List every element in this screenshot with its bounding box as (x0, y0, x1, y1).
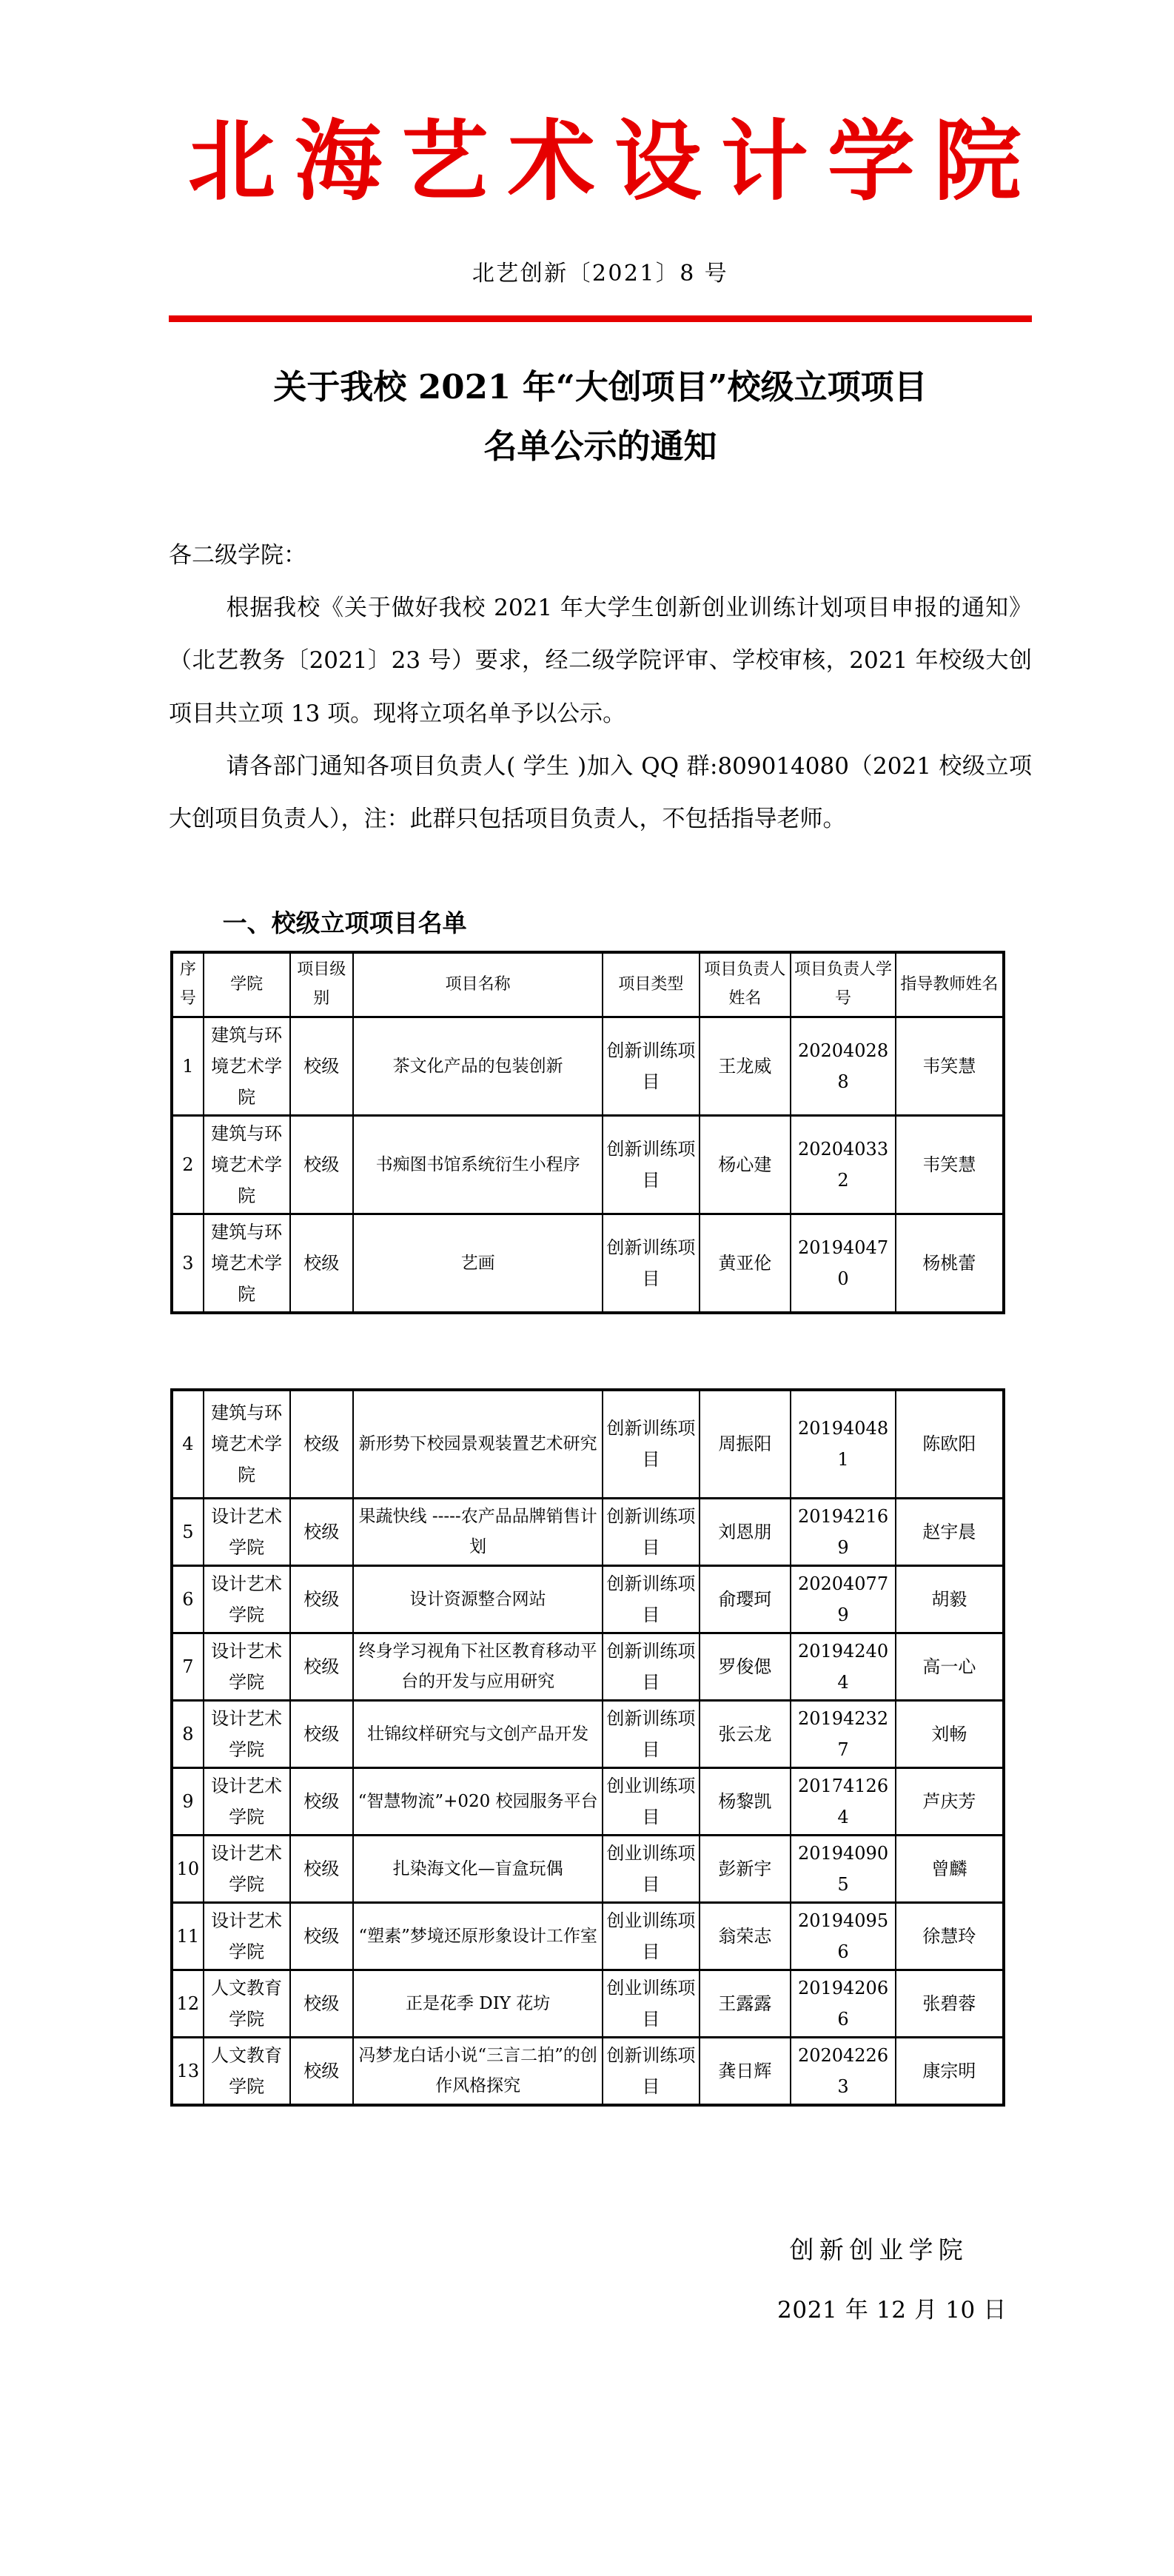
cell-student-id: 201940956 (791, 1902, 896, 1970)
cell-project-name: 新形势下校园景观装置艺术研究 (353, 1390, 603, 1498)
cell-student-id: 202040332 (791, 1116, 896, 1214)
cell-college: 建筑与环境艺术学院 (204, 1116, 290, 1214)
cell-leader-name: 彭新宇 (700, 1835, 791, 1902)
cell-college: 建筑与环境艺术学院 (204, 1017, 290, 1116)
red-divider (169, 315, 1032, 322)
cell-project-name: 茶文化产品的包装创新 (353, 1017, 603, 1116)
cell-teacher-name: 高一心 (896, 1633, 1004, 1700)
cell-index: 3 (172, 1214, 204, 1314)
cell-leader-name: 张云龙 (700, 1700, 791, 1767)
cell-project-type: 创新训练项目 (603, 1498, 699, 1565)
cell-level: 校级 (290, 1565, 353, 1633)
column-header-teacher-name: 指导教师姓名 (896, 952, 1004, 1017)
paragraph-basis: 根据我校《关于做好我校 2021 年大学生创新创业训练计划项目申报的通知》（北艺教务〔2021〕23 号）要求，经二级学院评审、学校审核，2021 年校级大创项目共立项 13 项。现将立项名单予以公示。 (169, 595, 1032, 727)
cell-level: 校级 (290, 1700, 353, 1767)
cell-project-type: 创新训练项目 (603, 1214, 699, 1314)
table-header-row (172, 952, 1004, 1017)
cell-student-id: 201940470 (791, 1214, 896, 1314)
cell-college: 设计艺术学院 (204, 1565, 290, 1633)
cell-level: 校级 (290, 1214, 353, 1314)
cell-index: 9 (172, 1767, 204, 1835)
cell-project-type: 创新训练项目 (603, 1116, 699, 1214)
cell-project-type: 创业训练项目 (603, 1767, 699, 1835)
cell-student-id: 201942404 (791, 1633, 896, 1700)
cell-teacher-name: 张碧蓉 (896, 1970, 1004, 2037)
table-row (172, 1970, 1004, 2037)
cell-college: 设计艺术学院 (204, 1633, 290, 1700)
notice-title (169, 358, 1032, 476)
table-row (172, 1835, 1004, 1902)
cell-level: 校级 (290, 1116, 353, 1214)
footer (169, 2231, 1032, 2324)
cell-college: 建筑与环境艺术学院 (204, 1390, 290, 1498)
table-row (172, 1633, 1004, 1700)
cell-student-id: 201940905 (791, 1835, 896, 1902)
cell-project-type: 创业训练项目 (603, 1835, 699, 1902)
column-header-index: 序号 (172, 952, 204, 1017)
cell-project-name: 设计资源整合网站 (353, 1565, 603, 1633)
cell-student-id: 202042263 (791, 2037, 896, 2105)
cell-leader-name: 龚日辉 (700, 2037, 791, 2105)
cell-project-name: 冯梦龙白话小说“三言二拍”的创作风格探究 (353, 2037, 603, 2105)
cell-project-type: 创业训练项目 (603, 1902, 699, 1970)
column-header-student-id: 项目负责人学号 (791, 952, 896, 1017)
cell-leader-name: 俞璎珂 (700, 1565, 791, 1633)
cell-index: 13 (172, 2037, 204, 2105)
table-row (172, 1017, 1004, 1116)
column-header-project-name: 项目名称 (353, 952, 603, 1017)
cell-college: 设计艺术学院 (204, 1498, 290, 1565)
cell-project-name: 终身学习视角下社区教育移动平台的开发与应用研究 (353, 1633, 603, 1700)
cell-level: 校级 (290, 1767, 353, 1835)
cell-college: 设计艺术学院 (204, 1767, 290, 1835)
notice-body (169, 529, 1032, 846)
cell-student-id: 202040288 (791, 1017, 896, 1116)
cell-project-name: “智慧物流”+020 校园服务平台 (353, 1767, 603, 1835)
cell-project-name: 壮锦纹样研究与文创产品开发 (353, 1700, 603, 1767)
section-heading: 一、校级立项项目名单 (222, 908, 467, 937)
sign-date: 2021 年 12 月 10 日 (777, 2296, 1007, 2324)
table-row (172, 1498, 1004, 1565)
cell-leader-name: 王露露 (700, 1970, 791, 2037)
cell-teacher-name: 胡毅 (896, 1565, 1004, 1633)
cell-index: 12 (172, 1970, 204, 2037)
cell-leader-name: 周振阳 (700, 1390, 791, 1498)
school-name: 北海艺术设计学院 (187, 110, 1041, 213)
cell-project-name: 正是花季 DIY 花坊 (353, 1970, 603, 2037)
cell-project-type: 创新训练项目 (603, 1017, 699, 1116)
cell-student-id: 202040779 (791, 1565, 896, 1633)
table-row (172, 1116, 1004, 1214)
cell-teacher-name: 杨桃蕾 (896, 1214, 1004, 1314)
cell-index: 1 (172, 1017, 204, 1116)
cell-leader-name: 王龙威 (700, 1017, 791, 1116)
column-header-college: 学院 (204, 952, 290, 1017)
cell-project-name: 书痴图书馆系统衍生小程序 (353, 1116, 603, 1214)
cell-leader-name: 翁荣志 (700, 1902, 791, 1970)
cell-index: 4 (172, 1390, 204, 1498)
doc-number: 北艺创新〔2021〕8 号 (472, 260, 729, 287)
cell-index: 10 (172, 1835, 204, 1902)
cell-teacher-name: 芦庆芳 (896, 1767, 1004, 1835)
cell-teacher-name: 陈欧阳 (896, 1390, 1004, 1498)
cell-student-id: 201940481 (791, 1390, 896, 1498)
cell-index: 5 (172, 1498, 204, 1565)
table-row (172, 1214, 1004, 1314)
cell-teacher-name: 曾麟 (896, 1835, 1004, 1902)
cell-index: 6 (172, 1565, 204, 1633)
project-table-part2 (170, 1388, 1005, 2107)
table-row (172, 1700, 1004, 1767)
cell-level: 校级 (290, 1017, 353, 1116)
table-row (172, 1902, 1004, 1970)
project-table-part1 (170, 951, 1005, 1315)
cell-project-type: 创新训练项目 (603, 1633, 699, 1700)
cell-leader-name: 黄亚伦 (700, 1214, 791, 1314)
cell-project-type: 创新训练项目 (603, 1390, 699, 1498)
cell-college: 设计艺术学院 (204, 1902, 290, 1970)
notice-title-line2: 名单公示的通知 (483, 426, 717, 466)
cell-student-id: 201741264 (791, 1767, 896, 1835)
table-row (172, 1767, 1004, 1835)
cell-teacher-name: 韦笑慧 (896, 1017, 1004, 1116)
salutation: 各二级学院： (169, 541, 306, 569)
cell-leader-name: 杨黎凯 (700, 1767, 791, 1835)
column-header-leader-name: 项目负责人姓名 (700, 952, 791, 1017)
cell-leader-name: 杨心建 (700, 1116, 791, 1214)
cell-college: 人文教育学院 (204, 1970, 290, 2037)
cell-level: 校级 (290, 2037, 353, 2105)
cell-college: 建筑与环境艺术学院 (204, 1214, 290, 1314)
cell-leader-name: 刘恩朋 (700, 1498, 791, 1565)
paragraph-qq-group: 请各部门通知各项目负责人( 学生 )加入 QQ 群:809014080（2021 校级立项大创项目负责人），注：此群只包括项目负责人，不包括指导老师。 (169, 753, 1032, 833)
cell-student-id: 201942169 (791, 1498, 896, 1565)
cell-project-name: 果蔬快线 -----农产品品牌销售计划 (353, 1498, 603, 1565)
cell-student-id: 201942066 (791, 1970, 896, 2037)
cell-level: 校级 (290, 1970, 353, 2037)
cell-project-name: 艺画 (353, 1214, 603, 1314)
cell-project-type: 创新训练项目 (603, 1565, 699, 1633)
column-header-project-type: 项目类型 (603, 952, 699, 1017)
cell-teacher-name: 韦笑慧 (896, 1116, 1004, 1214)
cell-level: 校级 (290, 1390, 353, 1498)
cell-level: 校级 (290, 1498, 353, 1565)
cell-college: 设计艺术学院 (204, 1700, 290, 1767)
notice-title-line1: 关于我校 2021 年“大创项目”校级立项项目 (273, 367, 928, 407)
table-row (172, 1565, 1004, 1633)
table-header-row (172, 952, 1004, 1017)
cell-level: 校级 (290, 1902, 353, 1970)
column-header-level: 项目级别 (290, 952, 353, 1017)
cell-index: 7 (172, 1633, 204, 1700)
cell-college: 设计艺术学院 (204, 1835, 290, 1902)
signature: 创新创业学院 (789, 2235, 968, 2264)
table-row (172, 2037, 1004, 2105)
cell-level: 校级 (290, 1633, 353, 1700)
cell-index: 11 (172, 1902, 204, 1970)
cell-teacher-name: 徐慧玲 (896, 1902, 1004, 1970)
cell-teacher-name: 刘畅 (896, 1700, 1004, 1767)
cell-index: 2 (172, 1116, 204, 1214)
cell-project-type: 创新训练项目 (603, 1700, 699, 1767)
cell-level: 校级 (290, 1835, 353, 1902)
cell-project-type: 创新训练项目 (603, 2037, 699, 2105)
cell-student-id: 201942327 (791, 1700, 896, 1767)
cell-college: 人文教育学院 (204, 2037, 290, 2105)
cell-project-name: “塑素”梦境还原形象设计工作室 (353, 1902, 603, 1970)
cell-leader-name: 罗俊偲 (700, 1633, 791, 1700)
cell-index: 8 (172, 1700, 204, 1767)
cell-teacher-name: 康宗明 (896, 2037, 1004, 2105)
cell-project-name: 扎染海文化—盲盒玩偶 (353, 1835, 603, 1902)
cell-teacher-name: 赵宇晨 (896, 1498, 1004, 1565)
cell-project-type: 创业训练项目 (603, 1970, 699, 2037)
table-row (172, 1390, 1004, 1498)
